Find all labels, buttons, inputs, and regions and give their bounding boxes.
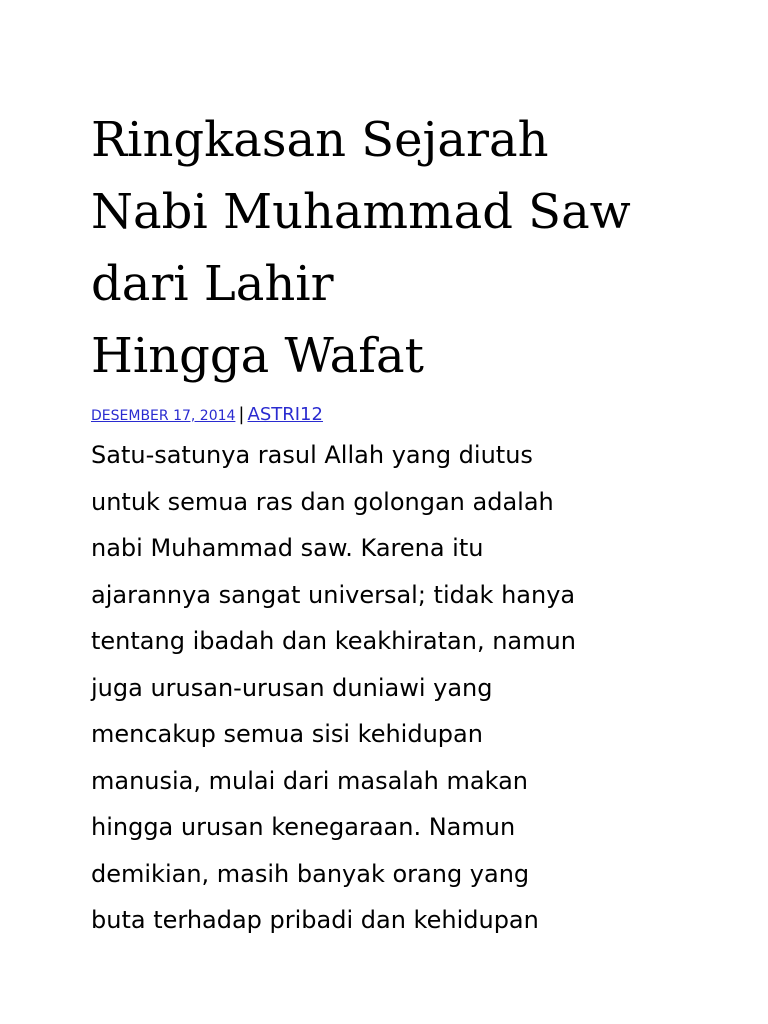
author-link[interactable]: ASTRI12: [247, 404, 323, 425]
article-body: [91, 432, 731, 944]
body-line: untuk semua ras dan golongan adalah: [91, 487, 554, 516]
article-title: [91, 104, 731, 392]
body-line: tentang ibadah dan keakhiratan, namun: [91, 627, 576, 655]
body-line: Satu-satunya rasul Allah yang diutus: [91, 441, 533, 469]
title-line: Nabi Muhammad Saw: [91, 184, 631, 240]
title-line: Hingga Wafat: [91, 328, 424, 384]
body-line: juga urusan-urusan duniawi yang: [91, 673, 493, 702]
article-meta: [91, 404, 731, 426]
title-line: Ringkasan Sejarah: [91, 112, 549, 168]
body-line: manusia, mulai dari masalah makan: [91, 766, 529, 795]
meta-separator: |: [238, 404, 245, 425]
body-line: demikian, masih banyak orang yang: [91, 859, 530, 888]
body-line: hingga urusan kenegaraan. Namun: [91, 813, 516, 841]
body-line: buta terhadap pribadi dan kehidupan: [91, 906, 539, 934]
post-date-link[interactable]: DESEMBER 17, 2014: [91, 408, 236, 424]
article: [91, 104, 731, 944]
title-line: dari Lahir: [91, 256, 334, 312]
body-line: mencakup semua sisi kehidupan: [91, 720, 483, 748]
body-line: ajarannya sangat universal; tidak hanya: [91, 580, 576, 609]
body-line: nabi Muhammad saw. Karena itu: [91, 534, 484, 562]
